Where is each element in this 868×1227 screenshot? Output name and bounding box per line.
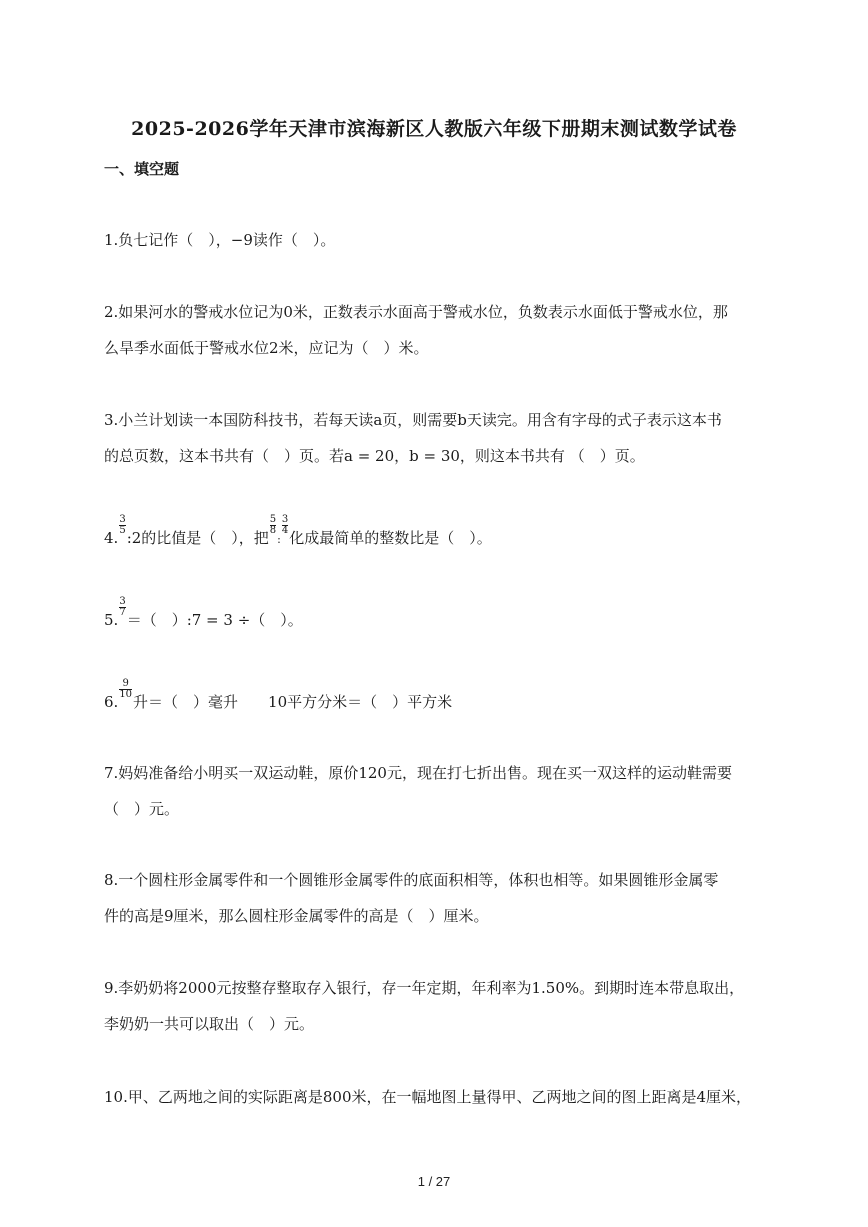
question-text: 李奶奶一共可以取出（ ）元。 <box>104 1015 315 1033</box>
question-text-part: 升＝（ ）毫升 10平方分米＝（ ）平方米 <box>133 693 453 711</box>
question-text <box>104 678 768 720</box>
fraction-numerator: 3 <box>119 514 126 525</box>
fraction-numerator: 3 <box>281 514 289 525</box>
question-text: 8.一个圆柱形金属零件和一个圆锥形金属零件的底面积相等，体积也相等。如果圆锥形金属零 <box>104 871 719 889</box>
question-3 <box>104 402 768 474</box>
fraction-numerator: 9 <box>122 678 129 689</box>
fraction <box>281 514 289 544</box>
question-2 <box>104 294 768 366</box>
question-text: 1.负七记作（ ），−9读作（ ）。 <box>104 231 336 249</box>
fraction-numerator: 3 <box>119 596 126 607</box>
question-number: 6. <box>104 693 119 711</box>
question-5 <box>104 596 768 638</box>
question-8 <box>104 862 768 934</box>
question-text: 么旱季水面低于警戒水位2米，应记为（ ）米。 <box>104 339 429 357</box>
fraction <box>269 514 277 544</box>
question-text <box>104 596 768 638</box>
fraction <box>119 596 126 626</box>
page-number: 1 / 27 <box>417 1174 451 1189</box>
section-heading: 一、填空题 <box>104 160 180 178</box>
fraction-denominator: 8 <box>269 525 277 536</box>
question-1 <box>104 222 768 258</box>
fraction-numerator: 5 <box>269 514 277 525</box>
question-text: （ ）元。 <box>104 800 180 818</box>
ratio-colon: : <box>277 533 281 546</box>
question-4 <box>104 514 768 558</box>
question-6 <box>104 678 768 720</box>
question-number: 4. <box>104 529 119 547</box>
question-text-part: ＝（ ）:7 = 3 ÷（ ）。 <box>126 611 303 629</box>
question-text-part: 化成最简单的整数比是（ ）。 <box>289 529 492 547</box>
fraction <box>119 678 133 708</box>
question-text: 2.如果河水的警戒水位记为0米，正数表示水面高于警戒水位，负数表示水面低于警戒水位，那 <box>104 303 728 321</box>
question-text: 件的高是9厘米，那么圆柱形金属零件的高是（ ）厘米。 <box>104 907 489 925</box>
question-text: 3.小兰计划读一本国防科技书，若每天读a页，则需要b天读完。用含有字母的式子表示这本书 <box>104 411 722 429</box>
question-text-part: :2的比值是（ ），把 <box>126 529 269 547</box>
question-text <box>104 514 768 558</box>
fraction-denominator: 7 <box>119 607 126 618</box>
question-9 <box>104 970 768 1042</box>
page-title: 2025-2026学年天津市滨海新区人教版六年级下册期末测试数学试卷 <box>131 118 737 140</box>
question-10 <box>104 1079 768 1115</box>
question-7 <box>104 755 768 827</box>
fraction-denominator: 10 <box>119 689 133 700</box>
question-text: 的总页数，这本书共有（ ）页。若a = 20，b = 30，则这本书共有 （ ）页。 <box>104 447 645 465</box>
fraction-denominator: 4 <box>281 525 289 536</box>
fraction <box>119 514 126 544</box>
question-number: 5. <box>104 611 119 629</box>
question-text: 9.李奶奶将2000元按整存整取存入银行，存一年定期，年利率为1.50%。到期时连本带息取出， <box>104 979 745 997</box>
question-text: 10.甲、乙两地之间的实际距离是800米，在一幅地图上量得甲、乙两地之间的图上距离是4厘米， <box>104 1088 752 1106</box>
fraction-denominator: 5 <box>119 525 126 536</box>
question-text: 7.妈妈准备给小明买一双运动鞋，原价120元，现在打七折出售。现在买一双这样的运动鞋需要 <box>104 764 732 782</box>
